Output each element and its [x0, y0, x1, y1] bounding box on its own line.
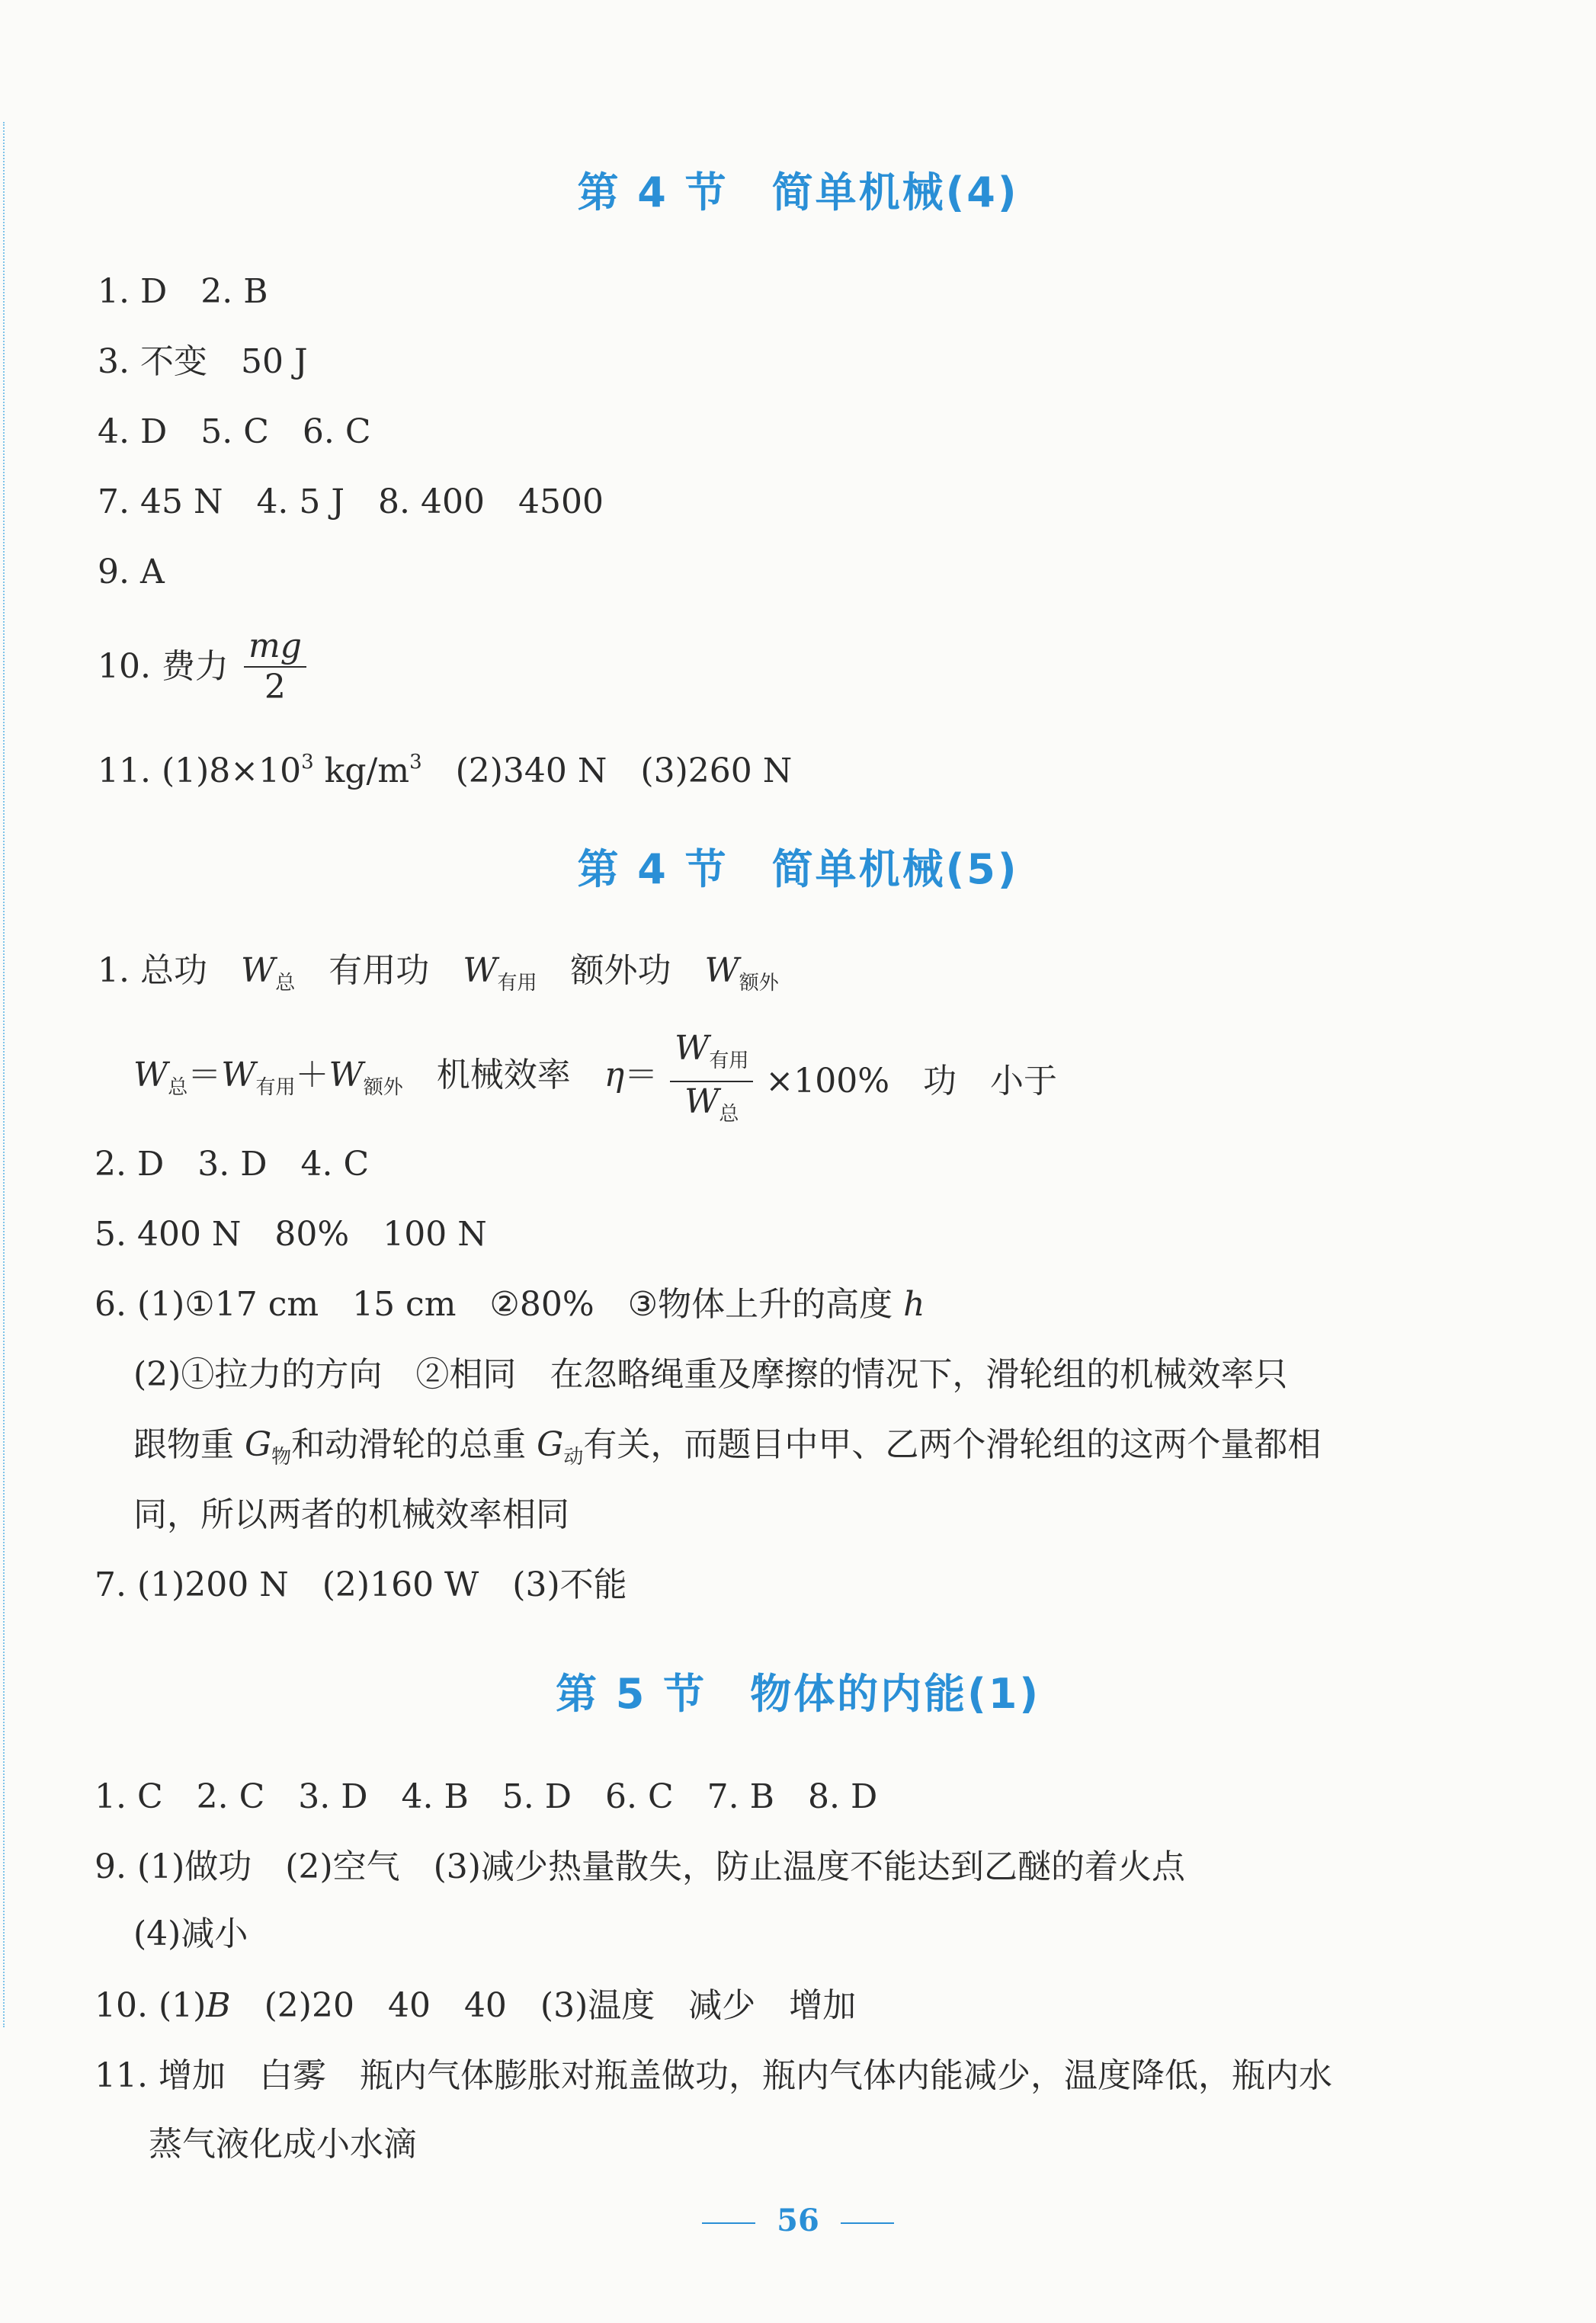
symbol-w: W — [463, 951, 498, 990]
subscript: 总 — [275, 972, 296, 995]
subscript: 物 — [271, 1446, 292, 1469]
efficiency-label: 机械效率 — [402, 1056, 604, 1094]
q10-text: 10. (1) — [95, 1986, 207, 2025]
fraction-denominator: 2 — [264, 668, 286, 707]
q11-text: 11. (1)8×10 — [98, 751, 302, 790]
q6-text: 跟物重 — [133, 1425, 245, 1464]
equals-sign: ＝ — [187, 1056, 222, 1094]
q1-label: 有用功 — [295, 951, 463, 990]
answer-line: 1. C 2. C 3. D 4. B 5. D 6. C 7. B 8. D — [95, 1777, 878, 1816]
answer-line: 2. D 3. D 4. C — [95, 1145, 370, 1184]
subscript: 有用 — [255, 1076, 296, 1099]
fraction-efficiency — [670, 1029, 753, 1134]
symbol-g: G — [537, 1425, 564, 1464]
symbol-b: B — [206, 1986, 231, 2025]
fraction-numerator — [670, 1029, 753, 1082]
formula-sum — [133, 1056, 659, 1099]
answer-line: 1. D 2. B — [98, 272, 268, 311]
answer-line-q10 — [95, 1985, 856, 2027]
page-number: 56 — [777, 2203, 819, 2238]
fraction-numerator: mg — [244, 626, 306, 668]
q1-label: 额外功 — [537, 951, 705, 990]
answer-line: 9. (1)做功 (2)空气 (3)减少热量散失，防止温度不能达到乙醚的着火点 — [95, 1847, 1185, 1886]
subscript: 有用 — [709, 1049, 749, 1072]
subscript: 有用 — [497, 972, 537, 995]
plus-sign: ＋ — [295, 1056, 329, 1094]
answer-line-q1-formula — [133, 1029, 1057, 1134]
answer-line: 4. D 5. C 6. C — [98, 412, 371, 451]
symbol-w: W — [704, 951, 739, 990]
subscript: 额外 — [739, 972, 779, 995]
equals-sign: ＝ — [624, 1056, 659, 1094]
answer-line: 同，所以两者的机械效率相同 — [133, 1495, 569, 1534]
q6-text: 6. (1)①17 cm 15 cm ②80% ③物体上升的高度 — [95, 1285, 904, 1324]
superscript: 3 — [301, 751, 314, 774]
symbol-w: W — [684, 1082, 719, 1121]
symbol-w: W — [240, 951, 276, 990]
answer-line-q1 — [98, 950, 779, 1004]
fraction-mg-2 — [244, 626, 306, 707]
answer-line: 3. 不变 50 J — [98, 342, 308, 381]
subscript: 总 — [168, 1076, 188, 1099]
answer-line: 9. A — [98, 553, 165, 591]
symbol-w: W — [675, 1029, 710, 1068]
footer-dash-right — [841, 2222, 894, 2224]
subscript: 总 — [719, 1103, 739, 1126]
symbol-w: W — [328, 1056, 364, 1094]
q6-text: 有关，而题目中甲、乙两个滑轮组的这两个量都相 — [583, 1425, 1322, 1464]
answer-line: 11. 增加 白雾 瓶内气体膨胀对瓶盖做功，瓶内气体内能减少，温度降低，瓶内水 — [95, 2056, 1332, 2095]
times-100: ×100% — [765, 1062, 890, 1101]
subscript: 动 — [563, 1446, 584, 1469]
subscript: 额外 — [363, 1076, 403, 1099]
q1-text: 1. 总功 — [98, 951, 241, 990]
symbol-w: W — [133, 1056, 168, 1094]
q6-text: 和动滑轮的总重 — [291, 1425, 537, 1464]
section-title-5-1: 第 5 节 物体的内能(1) — [555, 1670, 1041, 1718]
answer-line-q11 — [98, 741, 792, 793]
symbol-h: h — [903, 1285, 925, 1324]
answer-line: (4)减小 — [133, 1914, 248, 1953]
q11-unit: kg/m — [313, 751, 410, 790]
symbol-g: G — [245, 1425, 272, 1464]
left-margin-decoration — [3, 122, 15, 2027]
formula-tail — [765, 1062, 1057, 1101]
q1-tail: 功 小于 — [889, 1062, 1058, 1101]
answer-line: 7. (1)200 N (2)160 W (3)不能 — [95, 1565, 627, 1604]
symbol-w: W — [221, 1056, 256, 1094]
q11-rest: (2)340 N (3)260 N — [421, 751, 793, 790]
page-number-footer — [0, 2203, 1596, 2238]
section-title-4-5: 第 4 节 简单机械(5) — [577, 845, 1019, 893]
section-title-4-4: 第 4 节 简单机械(4) — [577, 168, 1019, 216]
answer-line-q6 — [95, 1283, 925, 1326]
footer-dash-left — [702, 2222, 755, 2224]
answer-line: (2)①拉力的方向 ②相同 在忽略绳重及摩擦的情况下，滑轮组的机械效率只 — [133, 1355, 1288, 1394]
answer-line: 7. 45 N 4. 5 J 8. 400 4500 — [98, 482, 604, 521]
answer-line: 5. 400 N 80% 100 N — [95, 1215, 487, 1254]
answer-line-q10 — [98, 626, 311, 707]
q10-text: 10. 费力 — [98, 647, 229, 686]
fraction-denominator — [670, 1082, 753, 1134]
answer-line — [133, 1424, 1321, 1479]
q10-rest: (2)20 40 40 (3)温度 减少 增加 — [230, 1986, 857, 2025]
superscript: 3 — [409, 751, 422, 774]
symbol-eta: η — [604, 1056, 625, 1094]
answer-line: 蒸气液化成小水滴 — [149, 2125, 417, 2164]
